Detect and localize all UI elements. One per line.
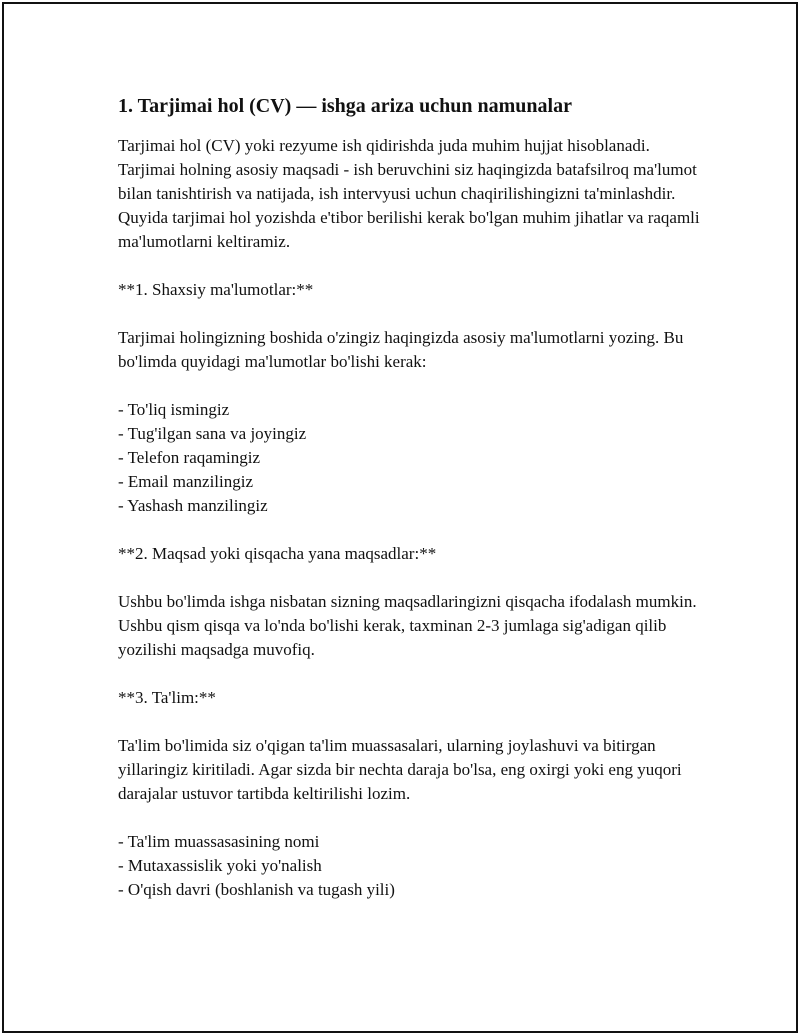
list-item: - Mutaxassislik yoki yo'nalish xyxy=(118,856,322,875)
list-item: - Tug'ilgan sana va joyingiz xyxy=(118,424,307,443)
list-item: - Email manzilingiz xyxy=(118,472,254,491)
spacer xyxy=(118,662,708,686)
document-title: 1. Tarjimai hol (CV) — ishga ariza uchun namunalar xyxy=(118,95,572,117)
document-content xyxy=(118,92,708,902)
section-1-heading: **1. Shaxsiy ma'lumotlar:** xyxy=(118,280,314,299)
spacer xyxy=(118,806,708,830)
section-1-list xyxy=(118,398,708,518)
spacer xyxy=(118,518,708,542)
list-item: - Telefon raqamingiz xyxy=(118,448,260,467)
spacer xyxy=(118,254,708,278)
list-item: - Ta'lim muassasasining nomi xyxy=(118,832,320,851)
spacer xyxy=(118,710,708,734)
section-2-heading: **2. Maqsad yoki qisqacha yana maqsadlar:** xyxy=(118,544,437,563)
intro-paragraph: Tarjimai hol (CV) yoki rezyume ish qidirishda juda muhim hujjat hisoblanadi. Tarjimai holning asosiy maqsadi - ish beruvchini siz haqingizda batafsilroq ma'lumot bilan tanishtirish va natijada, ish intervyusi uchun chaqirilishingizni ta'minlashdir. Quyida tarjimai hol yozishda e'tibor berilishi kerak bo'lgan muhim jihatlar va raqamli ma'lumotlarni keltiramiz. xyxy=(118,136,700,251)
section-2-text: Ushbu bo'limda ishga nisbatan sizning maqsadlaringizni qisqacha ifodalash mumkin. Ushbu qism qisqa va lo'nda bo'lishi kerak, taxminan 2-3 jumlaga sig'adigan qilib yozilishi maqsadga muvofiq. xyxy=(118,592,697,659)
list-item: - Yashash manzilingiz xyxy=(118,496,268,515)
spacer xyxy=(118,302,708,326)
spacer xyxy=(118,566,708,590)
section-1-text: Tarjimai holingizning boshida o'zingiz haqingizda asosiy ma'lumotlarni yozing. Bu bo'limda quyidagi ma'lumotlar bo'lishi kerak: xyxy=(118,328,684,371)
section-3-heading: **3. Ta'lim:** xyxy=(118,688,216,707)
section-3-text: Ta'lim bo'limida siz o'qigan ta'lim muassasalari, ularning joylashuvi va bitirgan yillaringiz kiritiladi. Agar sizda bir nechta daraja bo'lsa, eng oxirgi yoki eng yuqori darajalar ustuvor tartibda keltirilishi lozim. xyxy=(118,736,682,803)
list-item: - To'liq ismingiz xyxy=(118,400,230,419)
spacer xyxy=(118,374,708,398)
section-3-list xyxy=(118,830,708,902)
list-item: - O'qish davri (boshlanish va tugash yili) xyxy=(118,880,395,899)
